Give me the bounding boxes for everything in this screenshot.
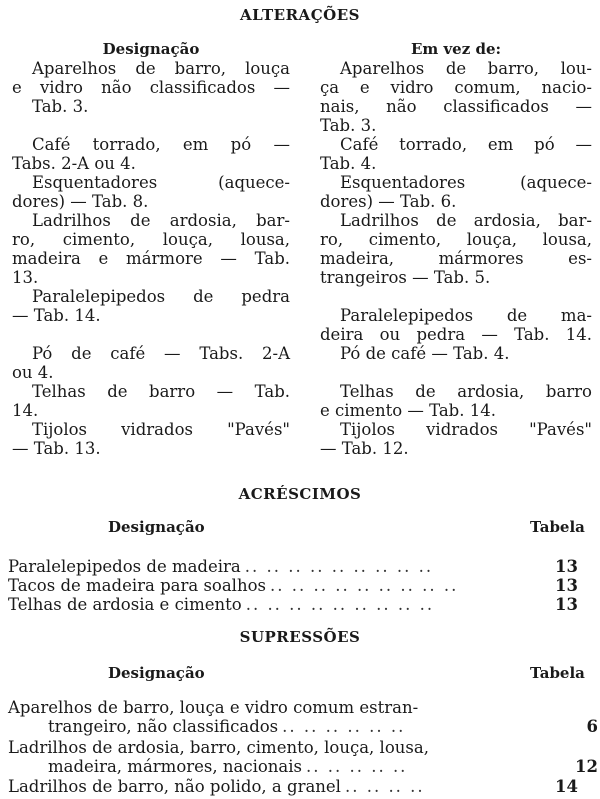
leader-dots: .. .. .. .. .. [306,757,408,776]
column-header-em-vez-de: Em vez de: [410,40,502,58]
text-line: Café torrado, em pó — [340,135,592,154]
row-value: 12 [575,757,598,776]
leader-dots: .. .. .. .. [344,777,425,796]
text-line: nais, não classificados — [320,97,592,116]
row-value: 13 [555,595,578,614]
text-line: ou 4. [12,363,54,382]
text-line: Paralelepipedos de ma- [340,306,592,325]
row-text: Ladrilhos de barro, não polido, a granel [8,777,341,796]
spacer [320,363,592,382]
text-line: Ladrilhos de ardosia, bar- [32,211,290,230]
section-title-supressoes: SUPRESSÕES [239,628,361,646]
text-line: Tijolos vidrados "Pavés" [340,420,592,439]
text-line: deira ou pedra — Tab. 14. [320,325,592,344]
section-title-acrescimos: ACRÉSCIMOS [238,485,362,503]
text-line: Tabs. 2-A ou 4. [12,154,136,173]
row-text: Telhas de ardosia e cimento [8,595,242,614]
leader-dots: .. .. .. .. .. .. .. .. .. [245,595,435,614]
table-row-continuation [28,757,598,776]
text-line: ro, cimento, louça, lousa, [320,230,592,249]
row-text: Tacos de madeira para soalhos [8,576,266,595]
text-line: Telhas de barro — Tab. [32,382,290,401]
text-line: Paralelepipedos de pedra [32,287,290,306]
row-value: 13 [555,576,578,595]
text-line: e vidro não classificados — [12,78,290,97]
text-line: dores) — Tab. 8. [12,192,149,211]
text-line: ro, cimento, louça, lousa, [12,230,290,249]
text-line: — Tab. 14. [12,306,101,325]
text-line: madeira, mármores es- [320,249,592,268]
table-row [8,738,578,757]
row-text: Aparelhos de barro, louça e vidro comum estran- [8,698,419,717]
text-line: Aparelhos de barro, louça [32,59,290,78]
table-row [8,557,578,576]
leader-dots: .. .. .. .. .. .. .. .. .. [244,557,434,576]
row-value: 6 [586,717,598,736]
leader-dots: .. .. .. .. .. .. .. .. .. [270,576,459,595]
row-value: 13 [555,557,578,576]
spacer [320,287,592,306]
text-line: e cimento — Tab. 14. [320,401,496,420]
text-line: Esquentadores (aquece- [340,173,592,192]
text-line: Ladrilhos de ardosia, bar- [340,211,592,230]
leader-dots: .. .. .. .. .. .. [282,717,406,736]
column-header-designacao: Designação [108,518,205,536]
text-line: Pó de café — Tab. 4. [340,344,510,363]
table-row [8,777,578,796]
row-text: Paralelepipedos de madeira [8,557,241,576]
text-line: Tab. 3. [32,97,89,116]
row-text: trangeiro, não classificados [48,717,279,736]
row-text: Ladrilhos de ardosia, barro, cimento, louça, lousa, [8,738,429,757]
alteracoes-left-column [12,40,290,458]
column-header-designacao: Designação [102,40,200,58]
column-header-designacao: Designação [108,664,205,682]
text-line: — Tab. 13. [12,439,101,458]
row-text: madeira, mármores, nacionais [48,757,302,776]
alteracoes-right-column [320,40,592,458]
text-line: trangeiros — Tab. 5. [320,268,491,287]
text-line: Tab. 4. [320,154,377,173]
text-line: madeira e mármore — Tab. [12,249,290,268]
text-line: ça e vidro comum, nacio- [320,78,592,97]
text-line: dores) — Tab. 6. [320,192,457,211]
spacer [12,116,290,135]
text-line: Telhas de ardosia, barro [340,382,592,401]
row-value: 14 [555,777,578,796]
section-title-alteracoes: ALTERAÇÕES [240,6,360,24]
table-row-continuation [28,717,598,736]
spacer [12,325,290,344]
text-line: Pó de café — Tabs. 2-A [32,344,290,363]
text-line: Tijolos vidrados "Pavés" [32,420,290,439]
text-line: Café torrado, em pó — [32,135,290,154]
text-line: Tab. 3. [320,116,377,135]
column-header-tabela: Tabela [530,518,585,536]
table-row [8,698,578,717]
text-line: — Tab. 12. [320,439,409,458]
table-row [8,595,578,614]
column-header-tabela: Tabela [530,664,585,682]
table-row [8,576,578,595]
text-line: 14. [12,401,39,420]
text-line: 13. [12,268,39,287]
text-line: Esquentadores (aquece- [32,173,290,192]
text-line: Aparelhos de barro, lou- [340,59,592,78]
